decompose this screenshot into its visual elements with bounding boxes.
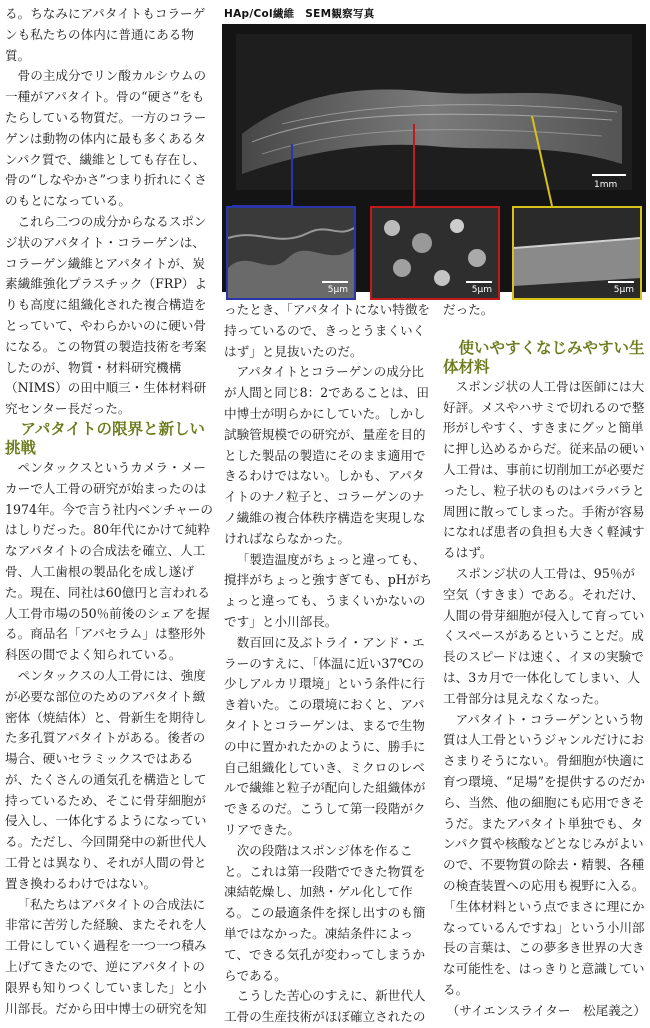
sem-figure xyxy=(222,6,646,295)
paragraph: 「私たちはアパタイトの合成法に非常に苦労した経験、またそれを人工骨にしていく過程を一つ一つ積み上げてきたので、逆にアパタイトの限界も知りつくしていました」と小川部長。だから田中博士の研究を知 xyxy=(5,896,207,1016)
paragraph: ペンタックスの人工骨には、強度が必要な部位のためのアパタイト緻密体（焼結体）と、骨新生を期待した多孔質アパタイトがある。後者の場合、硬いセラミックスではあるが、たくさんの通気孔を構造として持っているため、そこに骨芽細胞が侵入し、一体化するようになっている。ただし、今回開発中の新世代人工骨とは異なり、それが人間の骨と置き換わるわけではない。 xyxy=(5,667,207,891)
scale-bar xyxy=(466,281,492,283)
figure-caption: HAp/Col繊維 SEM観察写真 xyxy=(224,8,375,20)
paragraph: こうした苦心のすえに、新世代人工骨の生産技術がほぼ確立されたの xyxy=(224,988,426,1025)
sem-inset-red xyxy=(370,206,500,300)
sem-inset-blue xyxy=(226,206,356,300)
scale-label: 1mm xyxy=(594,180,618,190)
scale-label: 5μm xyxy=(613,285,634,295)
paragraph: 骨の主成分でリン酸カルシウムの一種がアパタイト。骨の“硬さ”をもたらしている物質だ。一方のコラーゲンは動物の体内に最も多くあるタンパク質で、繊維としても存在し、骨の“しなやかさ”つまり折れにくさのもとになっている。 xyxy=(5,68,207,209)
scale-label: 5μm xyxy=(327,285,348,295)
paragraph: 次の段階はスポンジ体を作ること。これは第一段階でできた物質を凍結乾燥し、加熱・ゲル化して作る。この最適条件を探し出すのも簡単ではなかった。凍結条件によって、できる気孔が変わってしまうからである。 xyxy=(224,842,426,983)
scale-label: 5μm xyxy=(471,285,492,295)
paragraph: 「製造温度がちょっと違っても、撹拌がちょっと強すぎても、pHがちょっと違っても、うまくいかないのです」と小川部長。 xyxy=(224,551,432,629)
scale-bar xyxy=(592,174,626,176)
paragraph: アパタイト・コラーゲンという物質は人工骨というジャンルだけにおさまりそうにない。骨細胞が快適に育つ環境、“足場”を提供するのだから、当然、他の細胞にも応用できそうだ。またアパタイト単独でも、タンパク質や核酸などとなじみがよいので、不要物質の除去・精製、各種の検査装置への応用も視野に入る。「生体材料という点でまさに理にかなっているんですね」という小川部長の言葉は、この夢多き世界の大きな可能性を、はっきりと意識している。 xyxy=(443,711,645,997)
paragraph: スポンジ状の人工骨は医師には大好評。メスやハサミで切れるので整形がしやすく、すきまにグッと簡単に押し込めるからだ。従来品の硬い人工骨は、事前に切削加工が必要だったし、粒子状のものはバラバラと周囲に散ってしまった。手術が容易になれば患者の負担も大きく軽減するはず。 xyxy=(443,378,645,561)
section-heading: アパタイトの限界と新しい挑戦 xyxy=(5,419,205,457)
paragraph: る。ちなみにアパタイトもコラーゲンも私たちの体内に普通にある物質。 xyxy=(5,6,206,63)
paragraph: アパタイトとコラーゲンの成分比が人間と同じ8：2であることは、田中博士が明らかにしていた。しかし試験管規模での研究が、量産を目的とした製品の製造にそのまま適用できるわけではない。しかも、アパタイトのナノ粒子と、コラーゲンのナノ繊維の複合体秩序構造を実現しなければならなかった。 xyxy=(224,364,429,546)
paragraph: これら二つの成分からなるスポンジ状のアパタイト・コラーゲンは、コラーゲン繊維とアパタイトが、炭素繊維強化プラスチック（FRP）よりも高度に組織化された複合構造をとっていて、やわらかいのに硬い骨になる。この物質の製造技術を考案したのが、物質・材料研究機構（NIMS）の田中順三・生体材料研究センター長だった。 xyxy=(5,213,207,417)
paragraph: ペンタックスというカメラ・メーカーで人工骨の研究が始まったのは1974年。今で言う社内ベンチャーのはしりだった。80年代にかけて純粋なアパタイトの合成法を確立、人工骨、人工歯根の製品化を成し遂げた。現在、同社は60億円と言われる人工骨市場の50％前後のシェアを握る。商品名「アパセラム」は整形外科医の間でよく知られている。 xyxy=(5,459,213,663)
paragraph: 数百回に及ぶトライ・アンド・エラーのすえに、「体温に近い37℃の少しアルカリ環境」という条件に行き着いた。この環境におくと、アパタイトとコラーゲンは、まるで生物の中に置かれたかのように、勝手に自己組織化していき、ミクロのレベルで繊維と粒子が配向した組織体ができるのだ。こうして第一段階がクリアできた。 xyxy=(224,634,426,837)
scale-bar xyxy=(322,281,348,283)
text-column-1 xyxy=(5,4,213,1019)
sem-inset-yellow xyxy=(512,206,642,300)
paragraph: だった。 xyxy=(443,302,494,317)
section-heading: 使いやすくなじみやすい生体材料 xyxy=(443,338,645,376)
paragraph: スポンジ状の人工骨は、95％が空気（すきま）である。それだけ、人間の骨芽細胞が侵入して育っていくスペースがあるということだ。成長のスピードは速く、イヌの実験では、3カ月で一体化してしまい、人工骨部分は見えなくなった。 xyxy=(443,565,645,706)
byline: （サイエンスライター 松尾義之） xyxy=(446,1002,646,1018)
scale-bar xyxy=(608,281,634,283)
text-column-3 xyxy=(443,300,646,1022)
text-column-2 xyxy=(224,300,432,1028)
sem-main-image xyxy=(222,24,646,295)
paragraph: ったとき、「アパタイトにない特徴を持っているので、きっとうまくいくはず」と見抜いたのだ。 xyxy=(224,302,431,359)
